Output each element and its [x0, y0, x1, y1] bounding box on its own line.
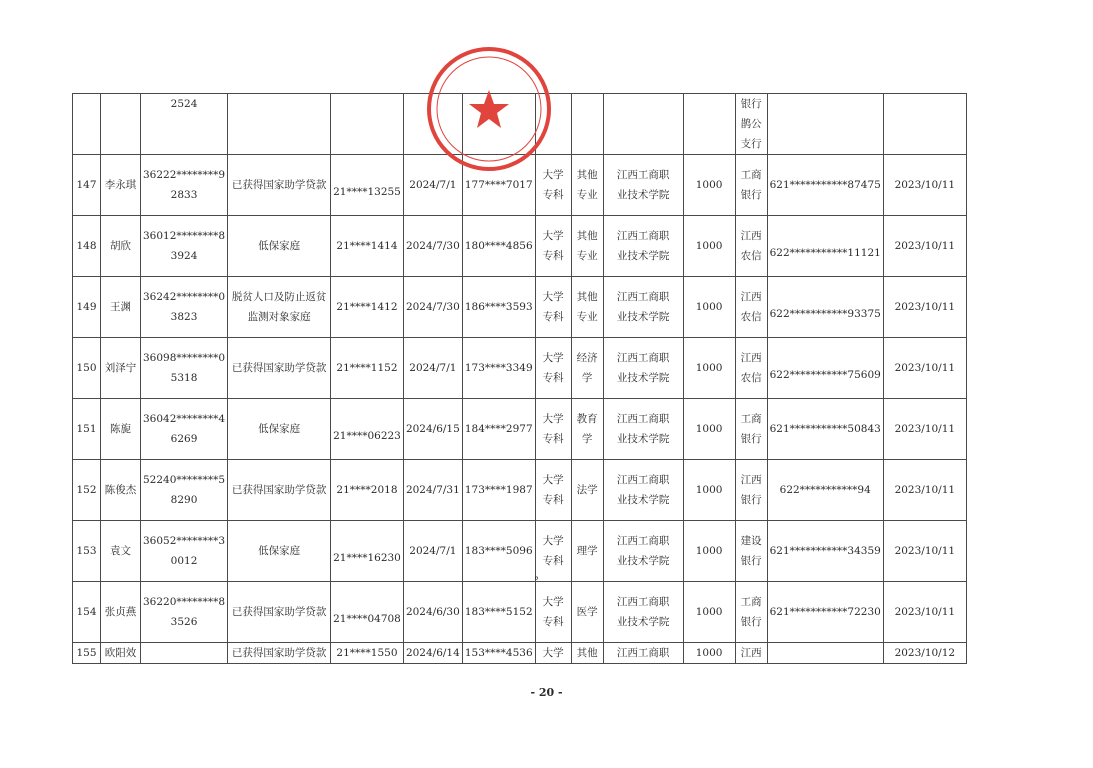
cell-no: 152: [73, 460, 101, 521]
cell-name: 王渊: [101, 277, 141, 338]
cell-school: 江西工商职 业技术学院: [603, 155, 683, 216]
cell-amount: 1000: [683, 399, 735, 460]
cell-type: 已获得国家助学贷款: [228, 155, 331, 216]
cell-phone: 173****3349: [462, 338, 535, 399]
cell-no: 147: [73, 155, 101, 216]
cell-id: 36220********8 3526: [141, 582, 228, 643]
student-no-text: 21****13255: [333, 186, 401, 198]
cell-phone: 173****1987: [462, 460, 535, 521]
cell-school: 江西工商职 业技术学院: [603, 216, 683, 277]
cell-id: 52240********5 8290: [141, 460, 228, 521]
cell-bank: 工商 银行: [735, 399, 767, 460]
recipient-table: [72, 93, 967, 664]
cell-level: 大学: [535, 643, 571, 664]
cell-major: 其他 专业: [571, 216, 603, 277]
cell-phone: 180****4856: [462, 216, 535, 277]
cell-name: 陈俊杰: [101, 460, 141, 521]
cell-level: 大学 专科: [535, 399, 571, 460]
cell-date: 2024/7/31: [403, 460, 462, 521]
cell-pay-date: 2023/10/11: [883, 155, 966, 216]
cell-type: 低保家庭: [228, 399, 331, 460]
cell-id: [141, 643, 228, 664]
cell-pay-date: 2023/10/12: [883, 643, 966, 664]
cell-level: 大学 专科: [535, 216, 571, 277]
cell-major: 经济 学: [571, 338, 603, 399]
cell-amount: 1000: [683, 338, 735, 399]
cell-student-no: 21****1414: [331, 216, 404, 277]
cell-pay-date: 2023/10/11: [883, 521, 966, 582]
cell-type: 已获得国家助学贷款: [228, 460, 331, 521]
cell-phone: 184****2977: [462, 399, 535, 460]
cell-student-no: [331, 94, 404, 155]
cell-level: 大学 专科: [535, 155, 571, 216]
cell-school: 江西工商职 业技术学院: [603, 521, 683, 582]
cell-bank: 江西 农信: [735, 277, 767, 338]
cell-phone: 186****3593: [462, 277, 535, 338]
cell-major: 医学: [571, 582, 603, 643]
cell-major: [571, 94, 603, 155]
cell-id: 36242********0 3823: [141, 277, 228, 338]
cell-school: 江西工商职 业技术学院: [603, 582, 683, 643]
cell-id: 2524: [141, 94, 228, 155]
cell-amount: 1000: [683, 216, 735, 277]
cell-school: 江西工商职: [603, 643, 683, 664]
cell-bank: 江西 银行: [735, 460, 767, 521]
cell-amount: 1000: [683, 460, 735, 521]
cell-pay-date: 2023/10/11: [883, 582, 966, 643]
cell-name: 胡欣: [101, 216, 141, 277]
cell-major: 教育 学: [571, 399, 603, 460]
card-text: 622***********93375: [769, 308, 881, 320]
cell-amount: 1000: [683, 155, 735, 216]
cell-card: [767, 94, 883, 155]
table-row: [73, 521, 967, 582]
cell-date: 2024/7/30: [403, 277, 462, 338]
student-no-text: 21****06223: [333, 430, 401, 442]
cell-major: 法学: [571, 460, 603, 521]
cell-pay-date: 2023/10/11: [883, 277, 966, 338]
table-row: [73, 582, 967, 643]
cell-pay-date: 2023/10/11: [883, 460, 966, 521]
cell-no: 154: [73, 582, 101, 643]
cell-name: 袁文: [101, 521, 141, 582]
student-no-text: 21****16230: [333, 552, 401, 564]
cell-date: 2024/7/30: [403, 216, 462, 277]
cell-phone: 153****4536: [462, 643, 535, 664]
cell-student-no: [331, 582, 404, 643]
cell-name: [101, 94, 141, 155]
cell-id: 36012********8 3924: [141, 216, 228, 277]
student-no-text: 21****04708: [333, 613, 401, 625]
cell-type: 已获得国家助学贷款: [228, 582, 331, 643]
cell-student-no: 21****1152: [331, 338, 404, 399]
cell-type: [228, 94, 331, 155]
cell-name: 刘泽宁: [101, 338, 141, 399]
cell-date: 2024/7/1: [403, 338, 462, 399]
cell-school: 江西工商职 业技术学院: [603, 399, 683, 460]
cell-school: 江西工商职 业技术学院: [603, 277, 683, 338]
table-row: [73, 94, 967, 155]
cell-student-no: 21****2018: [331, 460, 404, 521]
table-row: [73, 277, 967, 338]
cell-type: 已获得国家助学贷款: [228, 643, 331, 664]
card-text: 622***********11121: [769, 247, 881, 259]
cell-card: [767, 277, 883, 338]
cell-no: 148: [73, 216, 101, 277]
cell-bank: 江西 农信: [735, 338, 767, 399]
table-row: [73, 399, 967, 460]
cell-id: 36098********0 5318: [141, 338, 228, 399]
cell-level: 大学 专科: [535, 582, 571, 643]
cell-school: 江西工商职 业技术学院: [603, 460, 683, 521]
cell-phone: 177****7017: [462, 155, 535, 216]
cell-card: 621***********87475: [767, 155, 883, 216]
cell-bank: 工商 银行: [735, 155, 767, 216]
cell-pay-date: [883, 94, 966, 155]
cell-card: [767, 643, 883, 664]
table-row: [73, 216, 967, 277]
cell-card: 621***********72230: [767, 582, 883, 643]
page-number: - 20 -: [530, 686, 563, 699]
cell-major: 其他 专业: [571, 155, 603, 216]
cell-name: 欧阳效: [101, 643, 141, 664]
table-row: [73, 155, 967, 216]
cell-student-no: 21****1550: [331, 643, 404, 664]
card-text: 622***********75609: [769, 369, 881, 381]
table-row: [73, 338, 967, 399]
cell-pay-date: 2023/10/11: [883, 216, 966, 277]
cell-level: [535, 94, 571, 155]
stray-mark: °: [534, 576, 539, 587]
cell-no: 153: [73, 521, 101, 582]
cell-no: 155: [73, 643, 101, 664]
cell-card: 621***********34359: [767, 521, 883, 582]
table-row: [73, 643, 967, 664]
cell-amount: 1000: [683, 277, 735, 338]
cell-pay-date: 2023/10/11: [883, 338, 966, 399]
cell-date: [403, 94, 462, 155]
cell-no: [73, 94, 101, 155]
cell-phone: [462, 94, 535, 155]
cell-date: 2024/6/14: [403, 643, 462, 664]
cell-card: 621***********50843: [767, 399, 883, 460]
cell-card: 622***********94: [767, 460, 883, 521]
cell-student-no: [331, 399, 404, 460]
cell-phone: 183****5152: [462, 582, 535, 643]
cell-card: [767, 216, 883, 277]
cell-type: 低保家庭: [228, 216, 331, 277]
cell-id: 36222********9 2833: [141, 155, 228, 216]
cell-student-no: [331, 155, 404, 216]
cell-student-no: [331, 521, 404, 582]
cell-bank: 江西 农信: [735, 216, 767, 277]
cell-date: 2024/7/1: [403, 155, 462, 216]
cell-amount: 1000: [683, 521, 735, 582]
cell-type: 脱贫人口及防止返贫 监测对象家庭: [228, 277, 331, 338]
cell-no: 149: [73, 277, 101, 338]
cell-bank: 银行 鹊公 支行: [735, 94, 767, 155]
cell-major: 理学: [571, 521, 603, 582]
cell-level: 大学 专科: [535, 521, 571, 582]
cell-date: 2024/6/15: [403, 399, 462, 460]
cell-name: 李永琪: [101, 155, 141, 216]
cell-date: 2024/6/30: [403, 582, 462, 643]
cell-school: [603, 94, 683, 155]
cell-level: 大学 专科: [535, 460, 571, 521]
cell-major: 其他 专业: [571, 277, 603, 338]
cell-amount: 1000: [683, 582, 735, 643]
cell-id: 36042********4 6269: [141, 399, 228, 460]
cell-type: 已获得国家助学贷款: [228, 338, 331, 399]
cell-card: [767, 338, 883, 399]
cell-bank: 建设 银行: [735, 521, 767, 582]
cell-amount: [683, 94, 735, 155]
cell-major: 其他: [571, 643, 603, 664]
cell-no: 151: [73, 399, 101, 460]
cell-type: 低保家庭: [228, 521, 331, 582]
cell-date: 2024/7/1: [403, 521, 462, 582]
cell-pay-date: 2023/10/11: [883, 399, 966, 460]
cell-level: 大学 专科: [535, 338, 571, 399]
cell-school: 江西工商职 业技术学院: [603, 338, 683, 399]
cell-level: 大学 专科: [535, 277, 571, 338]
cell-name: 张贞燕: [101, 582, 141, 643]
cell-phone: 183****5096: [462, 521, 535, 582]
cell-amount: 1000: [683, 643, 735, 664]
cell-bank: 工商 银行: [735, 582, 767, 643]
cell-no: 150: [73, 338, 101, 399]
cell-name: 陈旎: [101, 399, 141, 460]
cell-bank: 江西: [735, 643, 767, 664]
table-row: [73, 460, 967, 521]
cell-student-no: 21****1412: [331, 277, 404, 338]
cell-id: 36052********3 0012: [141, 521, 228, 582]
